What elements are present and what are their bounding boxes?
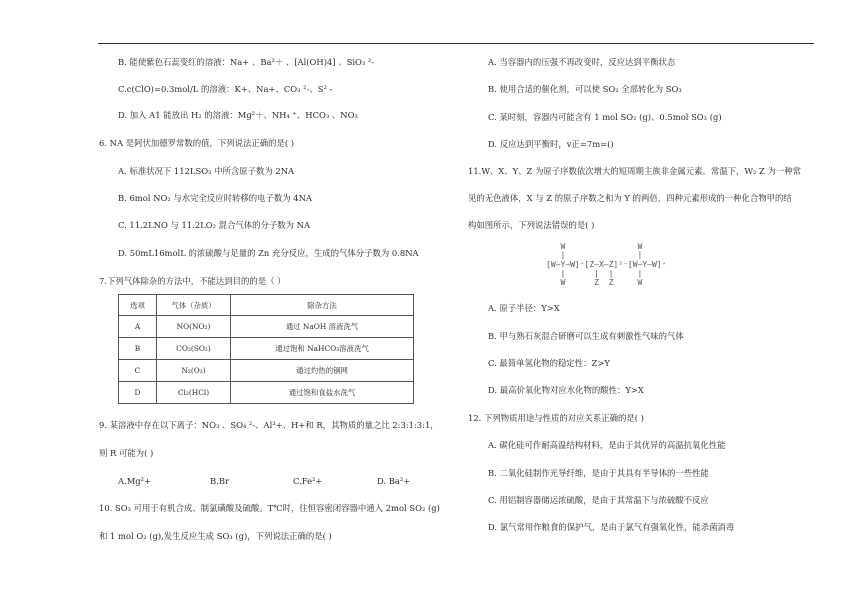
table-header: 气体（杂质） bbox=[157, 295, 231, 316]
q11-stem: 11.W、X、Y、Z 为原子序数依次增大的短周期主族非金属元素。常温下，W₂ Z 为一种常 bbox=[468, 166, 802, 176]
q7-table bbox=[118, 294, 414, 404]
q11-option-c: C. 最简单氢化物的稳定性：Z>Y bbox=[488, 358, 610, 368]
q11-stem-cont: 见的无色液体，X 与 Z 的原子序数之和为 Y 的两倍，四种元素形成的一种化合物甲的结 bbox=[468, 193, 792, 203]
q6-option-b: B. 6mol NO₂ 与水完全反应时转移的电子数为 4NA bbox=[118, 193, 312, 203]
structure-bonds-top: | | bbox=[546, 250, 643, 259]
table-cell: 通过 NaOH 溶液洗气 bbox=[231, 316, 414, 338]
header-rule bbox=[98, 43, 814, 44]
q5-option-d: D. 加入 A1 能放出 H₂ 的溶液：Mg²＋、NH₄ ⁺、HCO₃ 、NO₃ bbox=[118, 110, 358, 120]
q9-option-a: A.Mg²+ bbox=[118, 476, 152, 486]
structure-middle-row: [W—Y—W]⁺[Z—X—Z]²⁻[W—Y—W]⁺ bbox=[546, 260, 667, 269]
q9-option-b: B.Br bbox=[210, 476, 229, 486]
q7-stem: 7.下列气体除杂的方法中，不能达到目的的是（ ） bbox=[99, 276, 286, 286]
q9-option-c: C.Fe²+ bbox=[293, 476, 323, 486]
structure-bottom-row: W Z Z W bbox=[546, 278, 643, 287]
table-cell: 通过饱和 NaHCO₃溶液洗气 bbox=[231, 338, 414, 360]
table-row bbox=[119, 338, 414, 360]
q11-stem-cont2: 构如图所示，下列说法错误的是( ) bbox=[468, 220, 595, 230]
q10-stem-cont: 和 1 mol O₂ (g),发生反应生成 SO₃ (g)，下列说法正确的是( ) bbox=[99, 531, 332, 541]
q12-option-b: B. 二氧化硅制作光导纤维，是由于其具有半导体的一些性能 bbox=[488, 468, 709, 478]
table-cell: CO₂(SO₂) bbox=[157, 338, 231, 360]
q9-stem: 9. 某溶液中存在以下离子：NO₃ 、SO₄ ²-、Al³+、H+和 R，其物质的量之比 2:3:1:3:1， bbox=[99, 420, 439, 430]
table-header-row bbox=[119, 295, 414, 316]
table-cell: NO(NO₂) bbox=[157, 316, 231, 338]
q5-option-c: C.c(ClO)=0.3mol/L 的溶液：K+、Na+、CO₃ ²-、S² - bbox=[118, 84, 333, 94]
q11-option-a: A. 原子半径：Y>X bbox=[488, 303, 560, 313]
q10-option-c: C. 某时刻，容器内可能含有 1 mol SO₂ (g)、0.5mol SO₃ (g) bbox=[488, 112, 722, 122]
q6-option-a: A. 标准状况下 112LSO₃ 中所含原子数为 2NA bbox=[118, 166, 295, 176]
q10-stem: 10. SO₃ 可用于有机合成、制氯磺酸及硫酸。T℃时，往恒容密闭容器中通入 2mol SO₂ (g) bbox=[99, 503, 440, 513]
q9-option-d: D. Ba²+ bbox=[377, 476, 411, 486]
table-cell: 通过饱和食盐水洗气 bbox=[231, 382, 414, 404]
q10-option-a: A. 当容器内的压强不再改变时，反应达到平衡状态 bbox=[488, 57, 676, 67]
q12-option-a: A. 碳化硅可作耐高温结构材料，是由于其优异的高温抗氧化性能 bbox=[488, 440, 726, 450]
q6-option-c: C. 11.2LNO 与 11.2LO₂ 混合气体的分子数为 NA bbox=[118, 220, 311, 230]
table-cell: Cl₂(HCl) bbox=[157, 382, 231, 404]
table-header: 除杂方法 bbox=[231, 295, 414, 316]
table-header: 选项 bbox=[119, 295, 157, 316]
table-row bbox=[119, 382, 414, 404]
table-cell: B bbox=[119, 338, 157, 360]
q12-stem: 12. 下列物质用途与性质的对应关系正确的是( ) bbox=[468, 413, 644, 423]
q6-option-d: D. 50mL16molL 的浓硫酸与足量的 Zn 充分反应，生成的气体分子数为 0.8NA bbox=[118, 248, 419, 258]
table-row bbox=[119, 316, 414, 338]
compound-structure-diagram bbox=[546, 242, 716, 294]
structure-top-row: W W bbox=[546, 242, 643, 251]
table-cell: D bbox=[119, 382, 157, 404]
table-cell: 通过灼热的铜网 bbox=[231, 360, 414, 382]
table-cell: N₂(O₂) bbox=[157, 360, 231, 382]
q11-option-d: D. 最高价氧化物对应水化物的酸性：Y>X bbox=[488, 385, 644, 395]
q11-option-b: B. 甲与熟石灰混合研磨可以生成有刺激性气味的气体 bbox=[488, 331, 684, 341]
table-cell: C bbox=[119, 360, 157, 382]
table-cell: A bbox=[119, 316, 157, 338]
q12-option-c: C. 用铝制容器储运浓硫酸，是由于其常温下与浓硫酸不反应 bbox=[488, 495, 709, 505]
structure-bonds-bottom: | | | | bbox=[546, 269, 643, 278]
q6-stem: 6. NA 是阿伏加德罗常数的值，下列说法正确的是( ) bbox=[99, 138, 295, 148]
q10-option-d: D. 反应达到平衡时，v正=7m=() bbox=[488, 139, 614, 149]
q10-option-b: B. 使用合适的催化剂，可以使 SO₂ 全部转化为 SO₃ bbox=[488, 84, 682, 94]
q12-option-d: D. 氯气常用作粮食的保护气，是由于氯气有强氧化性，能杀菌消毒 bbox=[488, 522, 735, 532]
table-row bbox=[119, 360, 414, 382]
q9-stem-cont: 则 R 可能为( ) bbox=[99, 448, 154, 458]
q5-option-b: B. 能使紫色石蕊变红的溶液：Na+ 、Ba²＋ 、[Al(OH)4] 、SiO₃ ²- bbox=[118, 57, 375, 67]
